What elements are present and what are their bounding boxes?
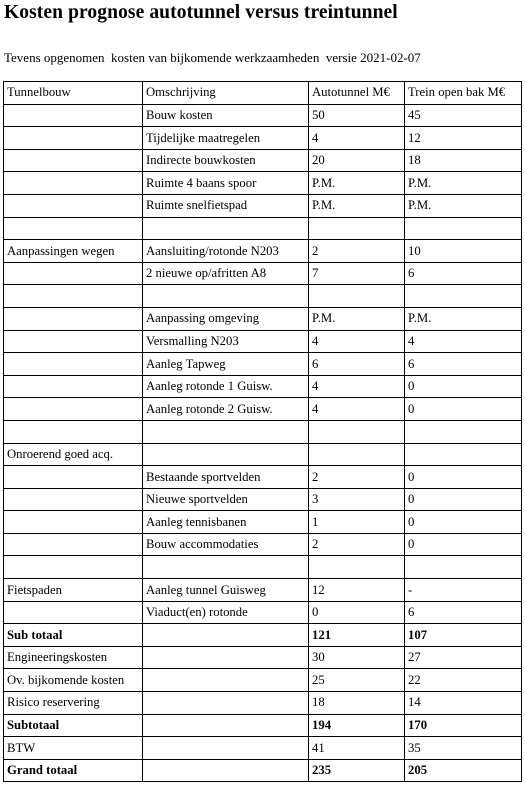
description-cell (143, 420, 309, 443)
header-trein-open-bak: Trein open bak M€ (405, 82, 522, 105)
category-cell (4, 127, 143, 150)
category-cell: Grand totaal (4, 759, 143, 782)
table-row (4, 646, 522, 669)
description-cell: Bouw accommodaties (143, 533, 309, 556)
header-autotunnel: Autotunnel M€ (309, 82, 405, 105)
trein-cost-cell (405, 217, 522, 240)
trein-cost-cell: P.M. (405, 307, 522, 330)
category-cell (4, 330, 143, 353)
trein-cost-cell: 6 (405, 353, 522, 376)
description-cell: Ruimte snelfietspad (143, 194, 309, 217)
trein-cost-cell: 170 (405, 714, 522, 737)
category-cell (4, 172, 143, 195)
trein-cost-cell: 45 (405, 104, 522, 127)
table-row (4, 488, 522, 511)
autotunnel-cost-cell: 50 (309, 104, 405, 127)
table-row (4, 624, 522, 647)
description-cell (143, 669, 309, 692)
category-cell: Onroerend goed acq. (4, 443, 143, 466)
category-cell (4, 217, 143, 240)
autotunnel-cost-cell (309, 285, 405, 308)
table-row (4, 714, 522, 737)
trein-cost-cell (405, 420, 522, 443)
description-cell (143, 737, 309, 760)
trein-cost-cell: 205 (405, 759, 522, 782)
table-row (4, 353, 522, 376)
header-omschrijving: Omschrijving (143, 82, 309, 105)
category-cell: Ov. bijkomende kosten (4, 669, 143, 692)
autotunnel-cost-cell: P.M. (309, 172, 405, 195)
category-cell: Engineeringskosten (4, 646, 143, 669)
description-cell: Bouw kosten (143, 104, 309, 127)
autotunnel-cost-cell: P.M. (309, 194, 405, 217)
table-row (4, 194, 522, 217)
description-cell: Nieuwe sportvelden (143, 488, 309, 511)
table-row (4, 375, 522, 398)
trein-cost-cell: - (405, 579, 522, 602)
autotunnel-cost-cell: 121 (309, 624, 405, 647)
trein-cost-cell (405, 556, 522, 579)
category-cell (4, 353, 143, 376)
autotunnel-cost-cell (309, 420, 405, 443)
table-row (4, 420, 522, 443)
autotunnel-cost-cell: 0 (309, 601, 405, 624)
autotunnel-cost-cell: 1 (309, 511, 405, 534)
trein-cost-cell (405, 285, 522, 308)
autotunnel-cost-cell: 7 (309, 262, 405, 285)
autotunnel-cost-cell: 18 (309, 692, 405, 715)
trein-cost-cell: 0 (405, 511, 522, 534)
table-row (4, 104, 522, 127)
autotunnel-cost-cell: 4 (309, 398, 405, 421)
description-cell: Aanleg Tapweg (143, 353, 309, 376)
table-row (4, 172, 522, 195)
category-cell: Risico reservering (4, 692, 143, 715)
table-row (4, 601, 522, 624)
header-tunnelbouw: Tunnelbouw (4, 82, 143, 105)
table-row (4, 285, 522, 308)
description-cell: 2 nieuwe op/afritten A8 (143, 262, 309, 285)
trein-cost-cell: 35 (405, 737, 522, 760)
description-cell: Ruimte 4 baans spoor (143, 172, 309, 195)
category-cell (4, 556, 143, 579)
trein-cost-cell: 22 (405, 669, 522, 692)
category-cell (4, 194, 143, 217)
category-cell (4, 104, 143, 127)
autotunnel-cost-cell: 2 (309, 533, 405, 556)
description-cell (143, 285, 309, 308)
table-row (4, 443, 522, 466)
autotunnel-cost-cell (309, 556, 405, 579)
trein-cost-cell: 27 (405, 646, 522, 669)
trein-cost-cell: 0 (405, 533, 522, 556)
trein-cost-cell: 107 (405, 624, 522, 647)
autotunnel-cost-cell: 194 (309, 714, 405, 737)
table-row (4, 262, 522, 285)
table-row (4, 398, 522, 421)
trein-cost-cell: 18 (405, 149, 522, 172)
trein-cost-cell: 0 (405, 375, 522, 398)
description-cell: Aanleg rotonde 2 Guisw. (143, 398, 309, 421)
page-subtitle: Tevens opgenomen kosten van bijkomende werkzaamheden versie 2021-02-07 (4, 50, 421, 65)
autotunnel-cost-cell: 2 (309, 466, 405, 489)
category-cell (4, 398, 143, 421)
cost-table (3, 81, 522, 782)
autotunnel-cost-cell (309, 217, 405, 240)
table-row (4, 217, 522, 240)
table-row (4, 149, 522, 172)
table-row (4, 240, 522, 263)
autotunnel-cost-cell: 30 (309, 646, 405, 669)
trein-cost-cell: 0 (405, 398, 522, 421)
trein-cost-cell: 4 (405, 330, 522, 353)
table-row (4, 759, 522, 782)
category-cell (4, 488, 143, 511)
trein-cost-cell: P.M. (405, 194, 522, 217)
category-cell: Fietspaden (4, 579, 143, 602)
table-header-row (4, 82, 522, 105)
category-cell: Aanpassingen wegen (4, 240, 143, 263)
description-cell: Tijdelijke maatregelen (143, 127, 309, 150)
autotunnel-cost-cell (309, 443, 405, 466)
table-body (4, 104, 522, 782)
table-row (4, 556, 522, 579)
autotunnel-cost-cell: 6 (309, 353, 405, 376)
autotunnel-cost-cell: 12 (309, 579, 405, 602)
description-cell (143, 714, 309, 737)
autotunnel-cost-cell: 4 (309, 330, 405, 353)
category-cell: BTW (4, 737, 143, 760)
description-cell: Bestaande sportvelden (143, 466, 309, 489)
description-cell (143, 692, 309, 715)
category-cell (4, 307, 143, 330)
description-cell: Aanleg tennisbanen (143, 511, 309, 534)
autotunnel-cost-cell: P.M. (309, 307, 405, 330)
trein-cost-cell: 12 (405, 127, 522, 150)
description-cell (143, 624, 309, 647)
autotunnel-cost-cell: 2 (309, 240, 405, 263)
table-row (4, 533, 522, 556)
autotunnel-cost-cell: 235 (309, 759, 405, 782)
description-cell (143, 217, 309, 240)
autotunnel-cost-cell: 41 (309, 737, 405, 760)
trein-cost-cell: 6 (405, 262, 522, 285)
category-cell (4, 375, 143, 398)
description-cell: Indirecte bouwkosten (143, 149, 309, 172)
category-cell: Subtotaal (4, 714, 143, 737)
table-row (4, 669, 522, 692)
category-cell: Sub totaal (4, 624, 143, 647)
autotunnel-cost-cell: 4 (309, 127, 405, 150)
table-row (4, 511, 522, 534)
trein-cost-cell: 0 (405, 488, 522, 511)
category-cell (4, 420, 143, 443)
trein-cost-cell: 0 (405, 466, 522, 489)
category-cell (4, 533, 143, 556)
autotunnel-cost-cell: 25 (309, 669, 405, 692)
category-cell (4, 285, 143, 308)
description-cell: Aanleg rotonde 1 Guisw. (143, 375, 309, 398)
autotunnel-cost-cell: 4 (309, 375, 405, 398)
table-row (4, 307, 522, 330)
description-cell (143, 646, 309, 669)
trein-cost-cell: P.M. (405, 172, 522, 195)
autotunnel-cost-cell: 20 (309, 149, 405, 172)
description-cell: Aanleg tunnel Guisweg (143, 579, 309, 602)
description-cell: Aansluiting/rotonde N203 (143, 240, 309, 263)
description-cell (143, 556, 309, 579)
description-cell: Aanpassing omgeving (143, 307, 309, 330)
description-cell: Versmalling N203 (143, 330, 309, 353)
trein-cost-cell: 14 (405, 692, 522, 715)
table-row (4, 330, 522, 353)
category-cell (4, 262, 143, 285)
trein-cost-cell: 6 (405, 601, 522, 624)
trein-cost-cell (405, 443, 522, 466)
table-row (4, 127, 522, 150)
table-row (4, 466, 522, 489)
category-cell (4, 511, 143, 534)
table-row (4, 579, 522, 602)
description-cell (143, 759, 309, 782)
description-cell (143, 443, 309, 466)
autotunnel-cost-cell: 3 (309, 488, 405, 511)
category-cell (4, 601, 143, 624)
page-title: Kosten prognose autotunnel versus treintunnel (4, 2, 398, 23)
category-cell (4, 466, 143, 489)
table-row (4, 692, 522, 715)
description-cell: Viaduct(en) rotonde (143, 601, 309, 624)
trein-cost-cell: 10 (405, 240, 522, 263)
category-cell (4, 149, 143, 172)
table-row (4, 737, 522, 760)
